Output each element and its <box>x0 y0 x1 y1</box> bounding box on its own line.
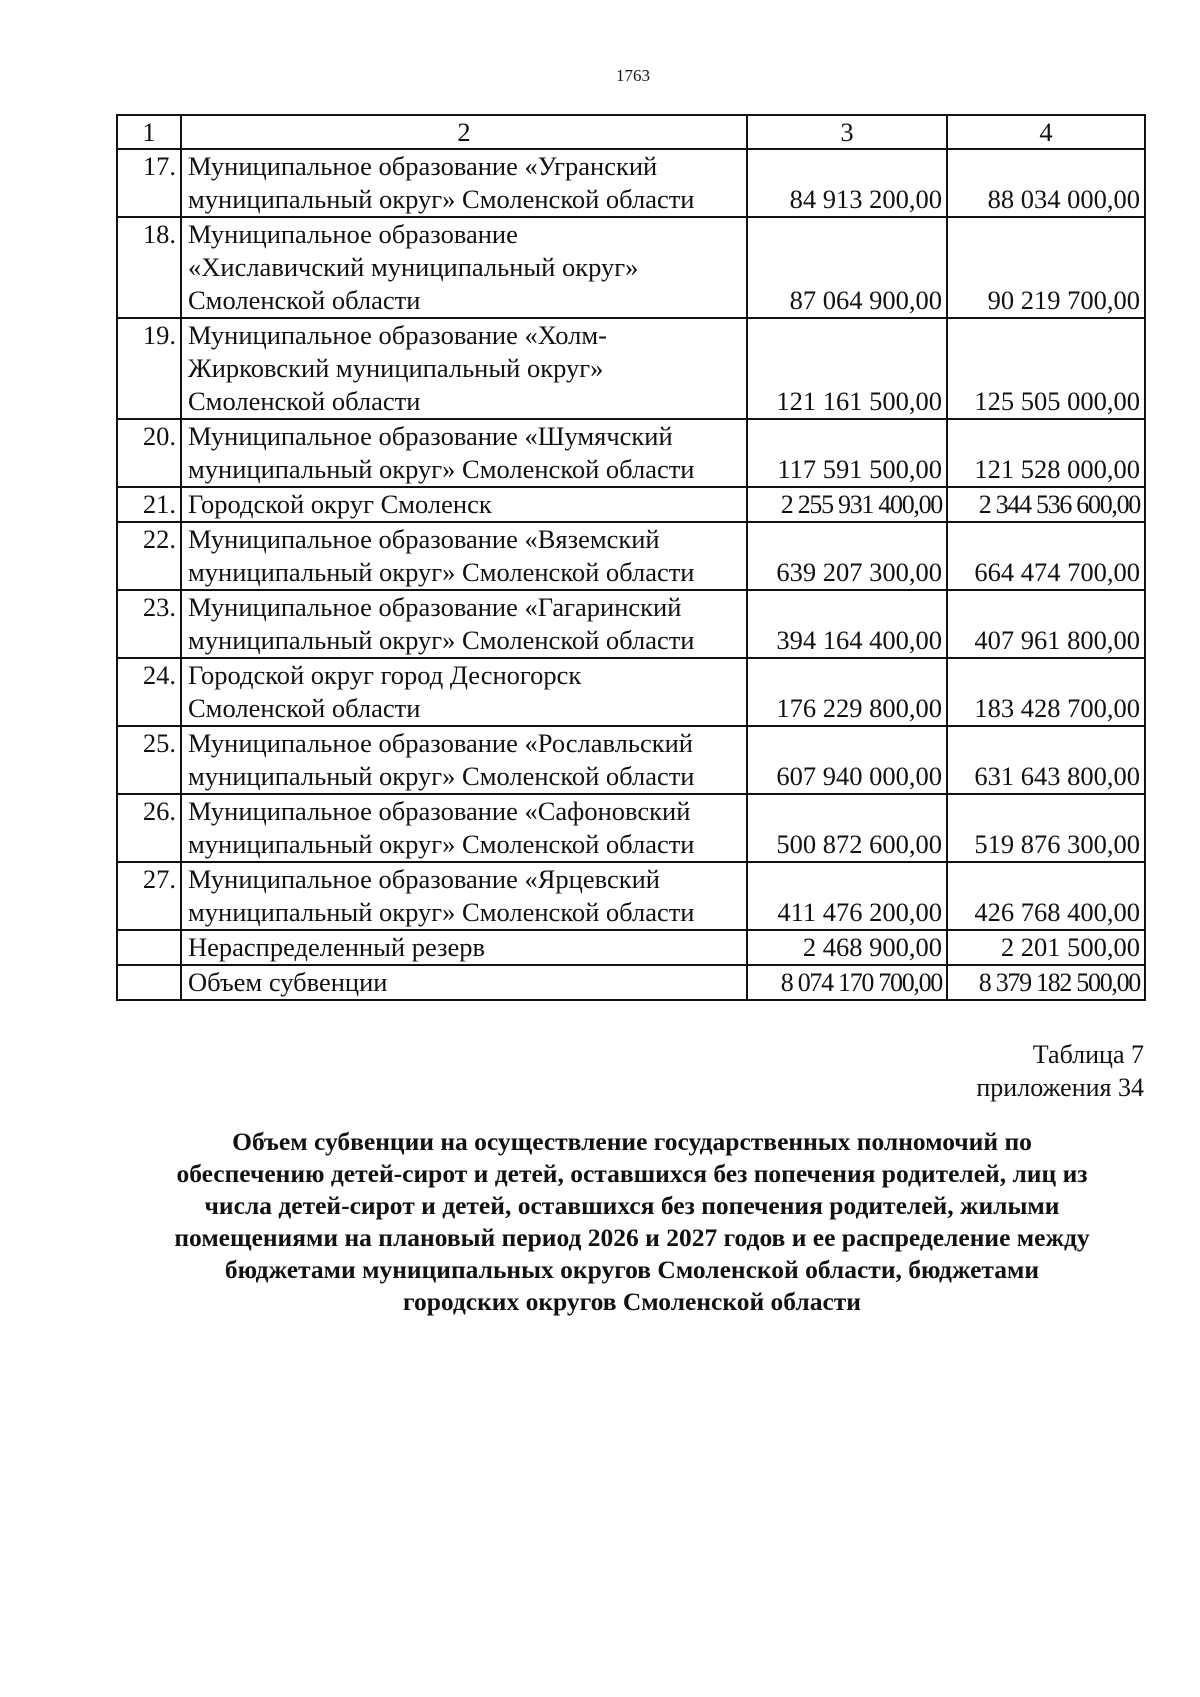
header-col-1: 1 <box>117 115 181 149</box>
municipality-name <box>181 930 747 965</box>
table-row <box>117 522 1145 590</box>
heading-line: помещениями на плановый период 2026 и 2027 годов и ее распределение между <box>174 1223 1090 1252</box>
row-number: 19. <box>117 318 181 419</box>
municipality-name <box>181 590 747 658</box>
municipality-name-line: муниципальный округ» Смоленской области <box>188 184 695 214</box>
municipality-name-line: «Хиславичский муниципальный округ» <box>188 252 639 282</box>
section-heading <box>112 1126 1152 1318</box>
amount-2027: 407 961 800,00 <box>947 590 1145 658</box>
amount-2026: 2 255 931 400,00 <box>747 487 947 522</box>
municipality-name-line: Смоленской области <box>188 693 421 723</box>
amount-2027: 121 528 000,00 <box>947 419 1145 487</box>
amount-2027: 90 219 700,00 <box>947 217 1145 318</box>
row-number: 26. <box>117 794 181 862</box>
municipality-name-line: муниципальный округ» Смоленской области <box>188 761 695 791</box>
amount-2027: 519 876 300,00 <box>947 794 1145 862</box>
amount-2027: 88 034 000,00 <box>947 149 1145 217</box>
municipality-name-line: муниципальный округ» Смоленской области <box>188 557 695 587</box>
municipality-name <box>181 419 747 487</box>
table-row <box>117 862 1145 930</box>
amount-2026: 500 872 600,00 <box>747 794 947 862</box>
amount-2026: 394 164 400,00 <box>747 590 947 658</box>
amount-2027: 125 505 000,00 <box>947 318 1145 419</box>
caption-appendix: приложения 34 <box>976 1073 1144 1102</box>
municipality-name-line: Муниципальное образование <box>188 219 518 249</box>
amount-2026: 117 591 500,00 <box>747 419 947 487</box>
amount-2026: 87 064 900,00 <box>747 217 947 318</box>
heading-line: городских округов Смоленской области <box>403 1287 861 1316</box>
amount-2026: 121 161 500,00 <box>747 318 947 419</box>
caption-table-number: Таблица 7 <box>1032 1040 1144 1069</box>
municipality-name-line: Смоленской области <box>188 386 421 416</box>
table-row <box>117 726 1145 794</box>
row-number: 23. <box>117 590 181 658</box>
row-number: 24. <box>117 658 181 726</box>
table-row <box>117 419 1145 487</box>
municipality-name-line: Муниципальное образование «Рославльский <box>188 728 693 758</box>
amount-2027: 631 643 800,00 <box>947 726 1145 794</box>
municipality-name-line: Объем субвенции <box>188 967 388 997</box>
municipality-name-line: Смоленской области <box>188 285 421 315</box>
municipality-name-line: муниципальный округ» Смоленской области <box>188 625 695 655</box>
amount-2026: 2 468 900,00 <box>747 930 947 965</box>
header-col-2: 2 <box>181 115 747 149</box>
amount-2027: 183 428 700,00 <box>947 658 1145 726</box>
row-number: 22. <box>117 522 181 590</box>
amount-2027: 2 201 500,00 <box>947 930 1145 965</box>
municipality-name <box>181 318 747 419</box>
header-col-3: 3 <box>747 115 947 149</box>
municipality-name-line: муниципальный округ» Смоленской области <box>188 454 695 484</box>
municipality-name-line: Городской округ город Десногорск <box>188 660 582 690</box>
amount-2027: 664 474 700,00 <box>947 522 1145 590</box>
municipality-name-line: Городской округ Смоленск <box>188 489 492 519</box>
table-row <box>117 590 1145 658</box>
row-number: 17. <box>117 149 181 217</box>
municipality-name-line: Муниципальное образование «Гагаринский <box>188 592 682 622</box>
amount-2026: 84 913 200,00 <box>747 149 947 217</box>
municipality-name-line: муниципальный округ» Смоленской области <box>188 897 695 927</box>
municipality-name-line: Муниципальное образование «Холм- <box>188 320 607 350</box>
row-number: 18. <box>117 217 181 318</box>
municipality-name-line: Жирковский муниципальный округ» <box>188 353 604 383</box>
municipality-name-line: Муниципальное образование «Угранский <box>188 151 658 181</box>
municipality-name <box>181 726 747 794</box>
subvention-table <box>116 114 1146 1001</box>
municipality-name <box>181 149 747 217</box>
table-header-row <box>117 115 1145 149</box>
row-number: 21. <box>117 487 181 522</box>
amount-2026: 639 207 300,00 <box>747 522 947 590</box>
row-number <box>117 930 181 965</box>
table-row <box>117 149 1145 217</box>
amount-2026: 607 940 000,00 <box>747 726 947 794</box>
table-row <box>117 658 1145 726</box>
row-number: 25. <box>117 726 181 794</box>
row-number <box>117 965 181 1000</box>
municipality-name <box>181 794 747 862</box>
table-body <box>117 149 1145 1000</box>
amount-2027: 2 344 536 600,00 <box>947 487 1145 522</box>
amount-2026: 176 229 800,00 <box>747 658 947 726</box>
table-caption <box>744 1038 1144 1104</box>
amount-2027: 8 379 182 500,00 <box>947 965 1145 1000</box>
row-number: 20. <box>117 419 181 487</box>
table-row <box>117 794 1145 862</box>
table-row <box>117 217 1145 318</box>
table-row <box>117 965 1145 1000</box>
municipality-name <box>181 658 747 726</box>
header-col-4: 4 <box>947 115 1145 149</box>
heading-line: обеспечению детей-сирот и детей, оставшихся без попечения родителей, лиц из <box>176 1159 1088 1188</box>
municipality-name-line: Муниципальное образование «Сафоновский <box>188 796 691 826</box>
municipality-name <box>181 965 747 1000</box>
municipality-name-line: Муниципальное образование «Ярцевский <box>188 864 660 894</box>
page-number: 1763 <box>616 66 650 85</box>
municipality-name-line: Нераспределенный резерв <box>188 932 486 962</box>
amount-2027: 426 768 400,00 <box>947 862 1145 930</box>
municipality-name-line: муниципальный округ» Смоленской области <box>188 829 695 859</box>
row-number: 27. <box>117 862 181 930</box>
heading-line: числа детей-сирот и детей, оставшихся без попечения родителей, жилыми <box>204 1191 1060 1220</box>
heading-line: Объем субвенции на осуществление государственных полномочий по <box>232 1127 1032 1156</box>
amount-2026: 411 476 200,00 <box>747 862 947 930</box>
table-row <box>117 930 1145 965</box>
table-row <box>117 487 1145 522</box>
table-row <box>117 318 1145 419</box>
municipality-name <box>181 522 747 590</box>
heading-line: бюджетами муниципальных округов Смоленской области, бюджетами <box>224 1255 1040 1284</box>
municipality-name-line: Муниципальное образование «Вяземский <box>188 524 660 554</box>
municipality-name-line: Муниципальное образование «Шумячский <box>188 421 673 451</box>
municipality-name <box>181 217 747 318</box>
municipality-name <box>181 862 747 930</box>
amount-2026: 8 074 170 700,00 <box>747 965 947 1000</box>
municipality-name <box>181 487 747 522</box>
